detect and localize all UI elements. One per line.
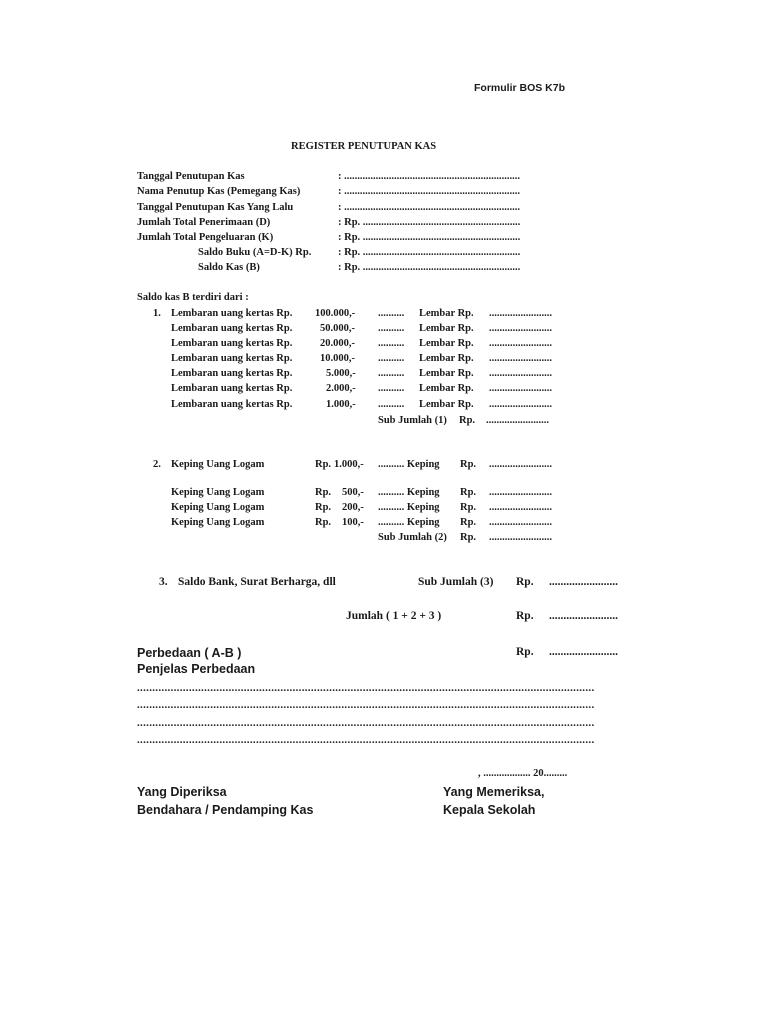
row-rp: Rp. bbox=[460, 517, 477, 528]
row-count: .......... bbox=[378, 338, 405, 349]
row-amount: ........................ bbox=[489, 383, 552, 394]
row-rp: Rp. bbox=[460, 502, 477, 513]
field-value: : ................................................................... bbox=[338, 202, 520, 213]
page-title: REGISTER PENUTUPAN KAS bbox=[291, 141, 437, 152]
section-number: 3. bbox=[159, 576, 168, 588]
row-unit: Lembar Rp. bbox=[419, 368, 474, 379]
row-rp: Rp. bbox=[315, 487, 332, 498]
row-label: Lembaran uang kertas Rp. bbox=[171, 308, 293, 319]
difference-label: Perbedaan ( A-B ) bbox=[137, 646, 242, 660]
total-amount: ........................ bbox=[549, 610, 618, 622]
field-label: Tanggal Penutupan Kas bbox=[137, 171, 245, 182]
row-unit: Lembar Rp. bbox=[419, 383, 474, 394]
row-denomination: 1.000,- bbox=[334, 459, 364, 470]
field-value: : Rp. ............................................................ bbox=[338, 247, 521, 258]
row-rp: Rp. bbox=[460, 459, 477, 470]
row-denomination: 2.000,- bbox=[326, 383, 356, 394]
subtotal-amount: ........................ bbox=[549, 576, 618, 588]
row-unit: Lembar Rp. bbox=[419, 308, 474, 319]
row-label: Lembaran uang kertas Rp. bbox=[171, 368, 293, 379]
subtotal-rp: Rp. bbox=[516, 576, 534, 588]
section-number: 1. bbox=[153, 308, 161, 319]
row-amount: ........................ bbox=[489, 308, 552, 319]
explanation-line: ...................................................................................................................................................... bbox=[137, 735, 595, 746]
row-count: .......... bbox=[378, 368, 405, 379]
bank-label: Saldo Bank, Surat Berharga, dll bbox=[178, 576, 336, 588]
section-number: 2. bbox=[153, 459, 161, 470]
right-signatory-line1: Yang Memeriksa, bbox=[443, 785, 545, 799]
row-count: .......... bbox=[378, 383, 405, 394]
place-date: , .................. 20......... bbox=[478, 768, 568, 779]
row-label: Keping Uang Logam bbox=[171, 517, 265, 528]
row-unit: .......... Keping bbox=[378, 459, 440, 470]
row-denomination: 50.000,- bbox=[320, 323, 355, 334]
row-amount: ........................ bbox=[489, 353, 552, 364]
row-rp: Rp. bbox=[315, 517, 332, 528]
field-value: : ................................................................... bbox=[338, 171, 520, 182]
left-signatory-line2: Bendahara / Pendamping Kas bbox=[137, 803, 314, 817]
row-label: Lembaran uang kertas Rp. bbox=[171, 338, 293, 349]
subtotal-amount: ........................ bbox=[489, 532, 552, 543]
row-denomination: 100,- bbox=[342, 517, 364, 528]
field-label: Nama Penutup Kas (Pemegang Kas) bbox=[137, 186, 301, 197]
row-unit: Lembar Rp. bbox=[419, 399, 474, 410]
row-amount: ........................ bbox=[489, 323, 552, 334]
row-amount: ........................ bbox=[489, 517, 552, 528]
explanation-line: ...................................................................................................................................................... bbox=[137, 700, 595, 711]
row-amount: ........................ bbox=[489, 487, 552, 498]
row-denomination: 200,- bbox=[342, 502, 364, 513]
field-label: Jumlah Total Pengeluaran (K) bbox=[137, 232, 274, 243]
field-value: : Rp. ............................................................ bbox=[338, 217, 521, 228]
explanation-label: Penjelas Perbedaan bbox=[137, 662, 256, 676]
row-count: .......... bbox=[378, 353, 405, 364]
row-denomination: 10.000,- bbox=[320, 353, 355, 364]
subtotal-label: Sub Jumlah (1) bbox=[378, 415, 447, 426]
row-unit: Lembar Rp. bbox=[419, 338, 474, 349]
left-signatory-line1: Yang Diperiksa bbox=[137, 785, 227, 799]
field-label: Jumlah Total Penerimaan (D) bbox=[137, 217, 271, 228]
row-amount: ........................ bbox=[489, 368, 552, 379]
breakdown-title: Saldo kas B terdiri dari : bbox=[137, 292, 249, 303]
subtotal-label: Sub Jumlah (3) bbox=[418, 576, 494, 588]
row-amount: ........................ bbox=[489, 459, 552, 470]
row-amount: ........................ bbox=[489, 502, 552, 513]
row-label: Keping Uang Logam bbox=[171, 487, 265, 498]
row-rp: Rp. bbox=[315, 502, 332, 513]
field-label: Saldo Kas (B) bbox=[198, 262, 260, 273]
form-code: Formulir BOS K7b bbox=[474, 82, 566, 94]
row-unit: .......... Keping bbox=[378, 517, 440, 528]
row-denomination: 20.000,- bbox=[320, 338, 355, 349]
row-label: Keping Uang Logam bbox=[171, 459, 265, 470]
row-unit: Lembar Rp. bbox=[419, 323, 474, 334]
row-count: .......... bbox=[378, 308, 405, 319]
difference-amount: ........................ bbox=[549, 646, 618, 658]
explanation-line: ...................................................................................................................................................... bbox=[137, 718, 595, 729]
row-label: Keping Uang Logam bbox=[171, 502, 265, 513]
subtotal-rp: Rp. bbox=[459, 415, 476, 426]
subtotal-amount: ........................ bbox=[486, 415, 549, 426]
field-value: : ................................................................... bbox=[338, 186, 520, 197]
subtotal-label: Sub Jumlah (2) bbox=[378, 532, 447, 543]
row-denomination: 1.000,- bbox=[326, 399, 356, 410]
row-label: Lembaran uang kertas Rp. bbox=[171, 399, 293, 410]
row-denomination: 500,- bbox=[342, 487, 364, 498]
subtotal-rp: Rp. bbox=[460, 532, 477, 543]
row-label: Lembaran uang kertas Rp. bbox=[171, 383, 293, 394]
row-unit: .......... Keping bbox=[378, 487, 440, 498]
row-rp: Rp. bbox=[315, 459, 332, 470]
field-label: Saldo Buku (A=D-K) Rp. bbox=[198, 247, 312, 258]
row-denomination: 5.000,- bbox=[326, 368, 356, 379]
right-signatory-line2: Kepala Sekolah bbox=[443, 803, 536, 817]
row-amount: ........................ bbox=[489, 338, 552, 349]
row-label: Lembaran uang kertas Rp. bbox=[171, 353, 293, 364]
row-count: .......... bbox=[378, 399, 405, 410]
total-label: Jumlah ( 1 + 2 + 3 ) bbox=[346, 610, 442, 622]
difference-rp: Rp. bbox=[516, 646, 534, 658]
row-count: .......... bbox=[378, 323, 405, 334]
row-unit: .......... Keping bbox=[378, 502, 440, 513]
row-amount: ........................ bbox=[489, 399, 552, 410]
row-rp: Rp. bbox=[460, 487, 477, 498]
row-denomination: 100.000,- bbox=[315, 308, 356, 319]
total-rp: Rp. bbox=[516, 610, 534, 622]
row-unit: Lembar Rp. bbox=[419, 353, 474, 364]
field-label: Tanggal Penutupan Kas Yang Lalu bbox=[137, 202, 294, 213]
explanation-line: ...................................................................................................................................................... bbox=[137, 683, 595, 694]
row-label: Lembaran uang kertas Rp. bbox=[171, 323, 293, 334]
field-value: : Rp. ............................................................ bbox=[338, 262, 521, 273]
field-value: : Rp. ............................................................ bbox=[338, 232, 521, 243]
